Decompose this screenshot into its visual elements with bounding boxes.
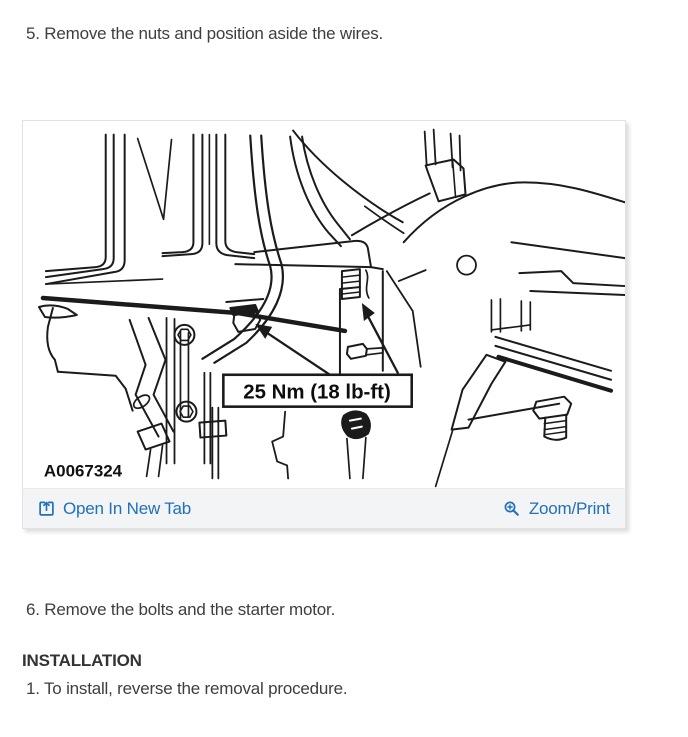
open-in-new-tab-link[interactable] — [38, 499, 191, 519]
figure-ref-code: A0067324 — [43, 461, 123, 481]
figure-card — [22, 120, 626, 529]
installation-step-1-text: 1. To install, reverse the removal procedure. — [26, 679, 348, 698]
installation-heading: INSTALLATION — [22, 651, 142, 670]
step-5-text: 5. Remove the nuts and position aside the wires. — [26, 24, 384, 43]
zoom-print-label: Zoom/Print — [528, 498, 610, 518]
torque-callout-text: 25 Nm (18 lb-ft) — [243, 381, 391, 404]
page — [0, 24, 688, 698]
starter-motor-diagram — [23, 121, 625, 488]
zoom-print-link[interactable] — [503, 499, 610, 519]
figure-area — [23, 121, 625, 488]
figure-toolbar — [23, 488, 625, 528]
magnifier-plus-icon — [503, 500, 521, 518]
step-6-text: 6. Remove the bolts and the starter motor. — [26, 600, 336, 619]
open-in-new-tab-label: Open In New Tab — [63, 498, 192, 518]
open-in-new-tab-icon — [38, 500, 55, 517]
